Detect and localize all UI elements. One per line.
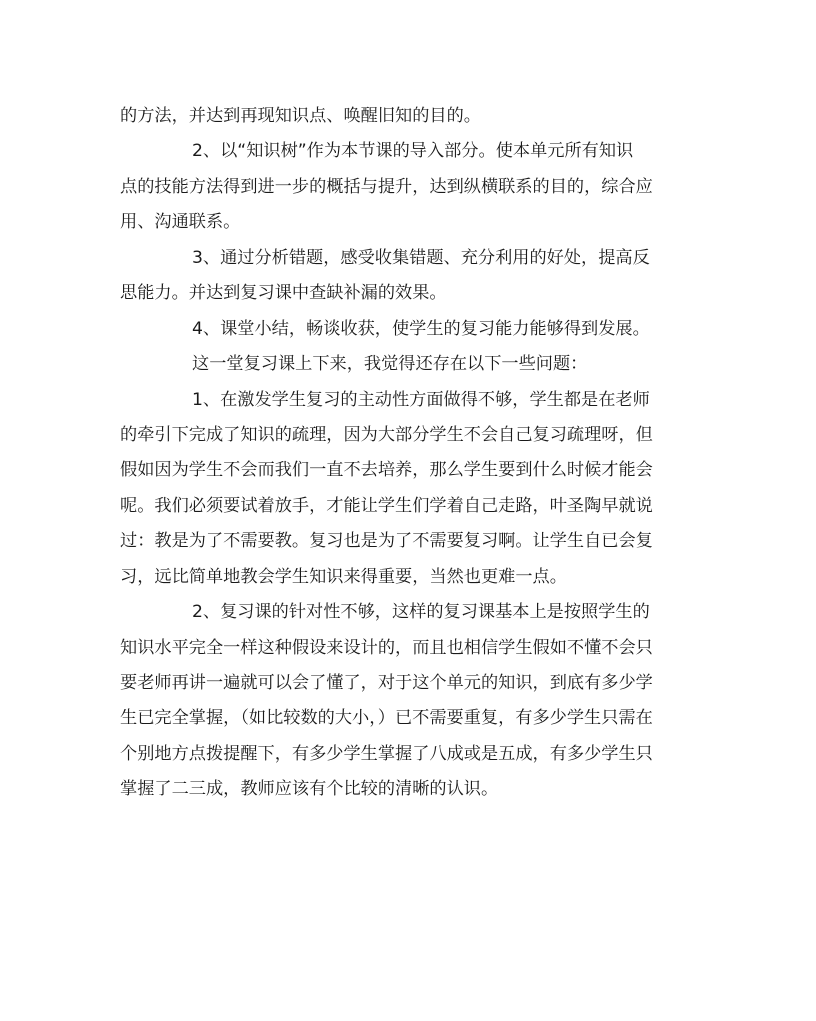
text-line: 习，远比简单地教会学生知识来得重要，当然也更难一点。	[120, 566, 567, 587]
text-line: 点的技能方法得到进一步的概括与提升，达到纵横联系的目的，综合应	[120, 176, 653, 197]
text-line: 用、沟通联系。	[120, 212, 241, 233]
text-line: 假如因为学生不会而我们一直不去培养，那么学生要到什么时候才能会	[120, 460, 653, 481]
text-line: 这一堂复习课上下来，我觉得还存在以下一些问题：	[192, 354, 588, 375]
text-line: 2、以“知识树”作为本节课的导入部分。使本单元所有知识	[192, 141, 634, 162]
text-line: 的牵引下完成了知识的疏理，因为大部分学生不会自己复习疏理呀，但	[120, 424, 653, 445]
text-line: 3、通过分析错题，感受收集错题、充分利用的好处，提高反	[192, 247, 650, 268]
text-line: 呢。我们必须要试着放手，才能让学生们学着自己走路，叶圣陶早就说	[120, 495, 653, 516]
text-line: 知识水平完全一样这种假设来设计的，而且也相信学生假如不懂不会只	[120, 637, 653, 658]
text-line: 要老师再讲一遍就可以会了懂了，对于这个单元的知识，到底有多少学	[120, 673, 653, 693]
text-line: 思能力。并达到复习课中查缺补漏的效果。	[120, 283, 447, 304]
text-line: 的方法，并达到再现知识点、唤醒旧知的目的。	[120, 106, 481, 126]
text-line: 掌握了二三成，教师应该有个比较的清晰的认识。	[120, 779, 499, 800]
text-line: 过：教是为了不需要教。复习也是为了不需要复习啊。让学生自已会复	[120, 531, 653, 552]
text-line: 生已完全掌握，（如比较数的大小，）已不需要重复，有多少学生只需在	[120, 708, 653, 729]
text-line: 个别地方点拨提醒下，有多少学生掌握了八成或是五成，有多少学生只	[120, 743, 653, 764]
text-line: 4、课堂小结，畅谈收获，使学生的复习能力能够得到发展。	[192, 318, 650, 339]
document-body	[120, 99, 696, 808]
text-line: 2、复习课的针对性不够，这样的复习课基本上是按照学生的	[192, 602, 650, 623]
text-line: 1、在激发学生复习的主动性方面做得不够，学生都是在老师	[192, 389, 650, 410]
